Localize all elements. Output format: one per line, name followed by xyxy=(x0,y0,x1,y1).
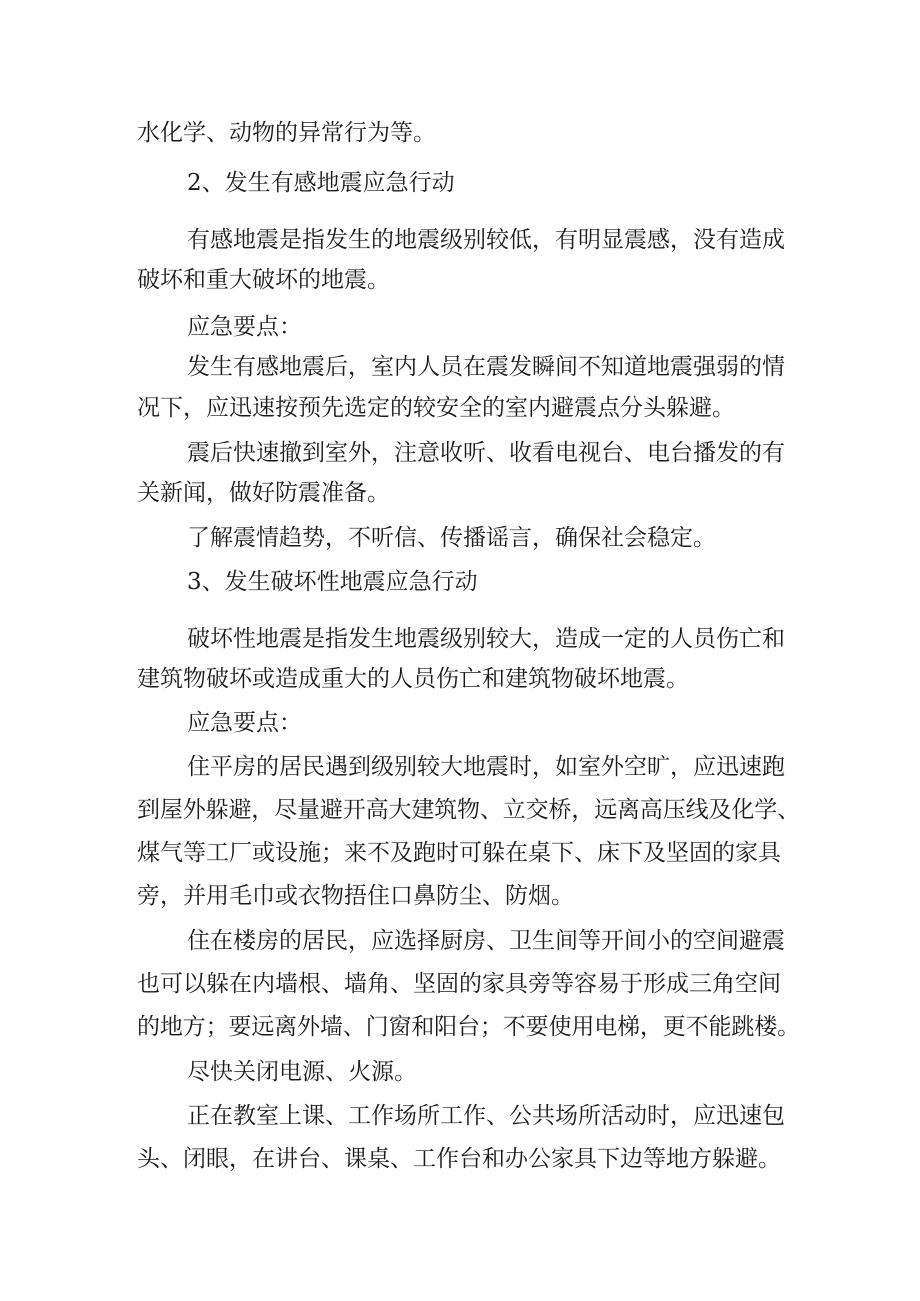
text-line: 关新闻，做好防震准备。 xyxy=(137,480,390,506)
text-line: 应急要点： xyxy=(187,710,302,736)
text-line: 住平房的居民遇到级别较大地震时，如室外空旷，应迅速跑 xyxy=(187,754,785,780)
text-line: 了解震情趋势，不听信、传播谣言，确保社会稳定。 xyxy=(187,525,716,551)
text-line: 有感地震是指发生的地震级别较低，有明显震感，没有造成 xyxy=(187,227,785,253)
text-line: 住在楼房的居民，应选择厨房、卫生间等开间小的空间避震 xyxy=(187,928,785,954)
text-line: 煤气等工厂或设施；来不及跑时可躲在桌下、床下及坚固的家具 xyxy=(137,840,781,866)
text-line: 震后快速撤到室外，注意收听、收看电视台、电台播发的有 xyxy=(187,440,785,466)
text-line: 到屋外躲避，尽量避开高大建筑物、立交桥，远离高压线及化学、 xyxy=(137,797,800,823)
text-line: 正在教室上课、工作场所工作、公共场所活动时，应迅速包 xyxy=(187,1103,785,1129)
text-line: 建筑物破坏或造成重大的人员伤亡和建筑物破坏地震。 xyxy=(137,666,689,692)
text-line: 发生有感地震后，室内人员在震发瞬间不知道地震强弱的情 xyxy=(187,354,785,380)
text-line: 应急要点： xyxy=(187,314,302,340)
text-line: 尽快关闭电源、火源。 xyxy=(187,1059,417,1085)
text-line: 破坏性地震是指发生地震级别较大，造成一定的人员伤亡和 xyxy=(187,626,785,652)
text-line: 水化学、动物的异常行为等。 xyxy=(137,120,436,146)
section-heading: 2、发生有感地震应急行动 xyxy=(187,170,455,196)
text-line: 的地方；要远离外墙、门窗和阳台；不要使用电梯，更不能跳楼。 xyxy=(137,1014,800,1040)
text-line: 也可以躲在内墙根、墙角、坚固的家具旁等容易于形成三角空间 xyxy=(137,971,781,997)
text-line: 头、闭眼，在讲台、课桌、工作台和办公家具下边等地方躲避。 xyxy=(137,1146,781,1172)
text-line: 破坏和重大破坏的地震。 xyxy=(137,267,390,293)
text-line: 旁，并用毛巾或衣物捂住口鼻防尘、防烟。 xyxy=(137,883,574,909)
section-heading: 3、发生破坏性地震应急行动 xyxy=(187,569,478,595)
text-line: 况下，应迅速按预先选定的较安全的室内避震点分头躲避。 xyxy=(137,395,735,421)
